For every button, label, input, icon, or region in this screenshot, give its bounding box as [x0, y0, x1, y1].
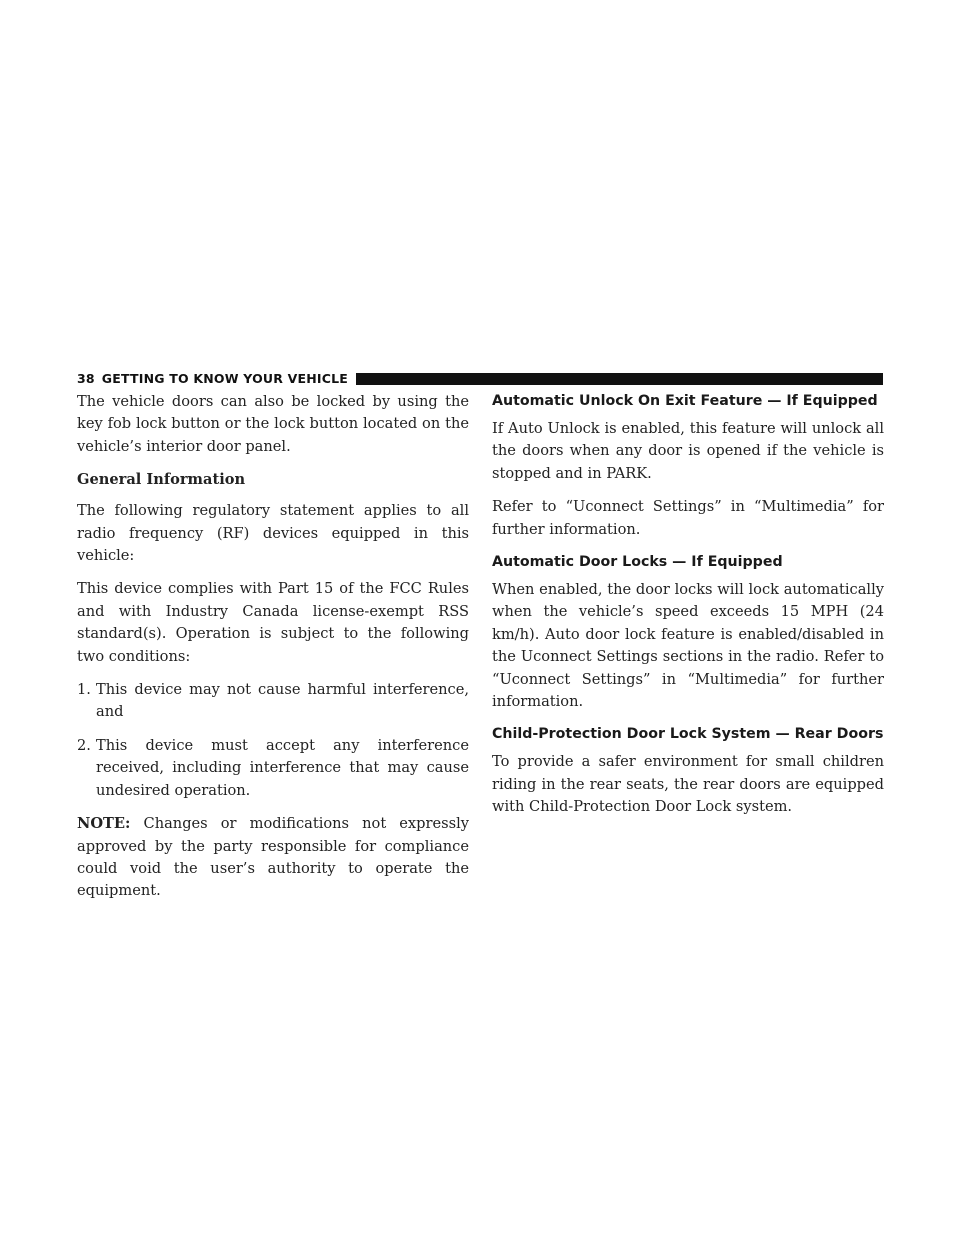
note-text: Changes or modifications not expressly approved by the party responsible for compliance could void the user’s authority to operate the equipment. — [77, 815, 469, 900]
child-protection-heading: Child-Protection Door Lock System — Rear Doors — [492, 726, 884, 743]
regulatory-paragraph: The following regulatory statement applies to all radio frequency (RF) devices equipped in this vehicle: — [77, 502, 469, 565]
general-information-heading: General Information — [77, 471, 246, 489]
condition-text: This device must accept any interference received, including interference that may cause undesired operation. — [96, 736, 469, 799]
header-rule — [356, 373, 883, 385]
condition-number: 2. — [77, 736, 91, 754]
condition-item-1 — [77, 679, 469, 724]
intro-paragraph: The vehicle doors can also be locked by using the key fob lock button or the lock button located on the vehicle’s interior door panel. — [77, 393, 469, 455]
auto-door-locks-paragraph: When enabled, the door locks will lock automatically when the vehicle’s speed exceeds 15 MPH (24 km/h). Auto door lock feature is enabled/disabled in the Uconnect Settings sections in the radio. Refer to “Uconnect Settings” in “Multimedia” for further information. — [492, 581, 884, 711]
compliance-paragraph: This device complies with Part 15 of the FCC Rules and with Industry Canada license-exempt RSS standard(s). Operation is subject to the following two conditions: — [77, 580, 469, 665]
page-number: 38 — [77, 370, 95, 386]
condition-number: 1. — [77, 681, 91, 699]
note-paragraph — [77, 813, 469, 903]
auto-unlock-paragraph: If Auto Unlock is enabled, this feature will unlock all the doors when any door is opened if the vehicle is stopped and in PARK. — [492, 420, 884, 482]
right-column — [492, 391, 884, 830]
section-title: GETTING TO KNOW YOUR VEHICLE — [101, 370, 349, 386]
left-column — [77, 391, 469, 914]
auto-unlock-reference: Refer to “Uconnect Settings” in “Multimedia” for further information. — [492, 498, 884, 538]
page-header — [77, 368, 883, 388]
condition-text: This device may not cause harmful interference, and — [96, 681, 469, 721]
auto-unlock-heading: Automatic Unlock On Exit Feature — If Equipped — [492, 393, 878, 409]
note-label: NOTE: — [77, 815, 131, 833]
auto-door-locks-heading: Automatic Door Locks — If Equipped — [492, 554, 783, 571]
condition-item-2 — [77, 735, 469, 802]
child-protection-paragraph: To provide a safer environment for small children riding in the rear seats, the rear doors are equipped with Child-Protection Door Lock system. — [492, 753, 884, 816]
